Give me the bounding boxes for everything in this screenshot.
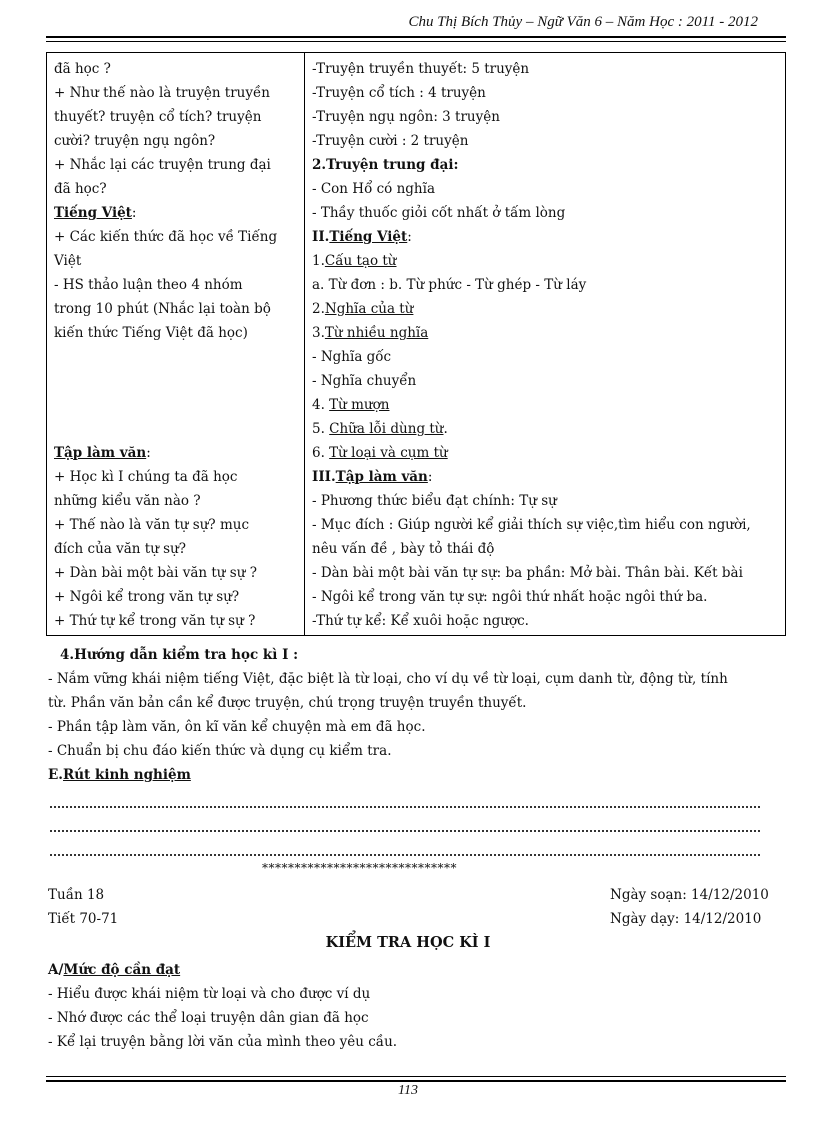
topic-number: 4. [312, 397, 330, 413]
objectives-section [48, 958, 788, 1054]
objective-item: - Hiểu được khái niệm từ loại và cho được ví dụ [48, 986, 371, 1002]
teach-date: Ngày dạy: 14/12/2010 [610, 911, 762, 927]
objectives-title: Mức độ cần đạt [63, 962, 181, 978]
week-label: Tuần 18 [48, 887, 105, 903]
table-line: đã học ? [54, 61, 111, 77]
table-line: đã học? [54, 181, 107, 197]
heading-colon: : [131, 205, 137, 221]
topic-line [312, 297, 779, 321]
topic-line [312, 393, 779, 417]
topic-line [312, 321, 779, 345]
table-line: - Thầy thuốc giỏi cốt nhất ở tấm lòng [312, 205, 566, 221]
dotted-line [50, 820, 760, 832]
topic-title: Cấu tạo từ [324, 253, 397, 269]
period-label: Tiết 70-71 [48, 911, 119, 927]
guide-paragraph: từ. Phần văn bản cần kể được truyện, chú trọng truyện truyền thuyết. [48, 695, 527, 711]
table-line: -Truyện ngụ ngôn: 3 truyện [312, 109, 500, 125]
dotted-line [50, 844, 760, 856]
page-number: 113 [398, 1083, 418, 1098]
table-line: + Như thế nào là truyện truyền [54, 85, 271, 101]
table-line: + Nhắc lại các truyện trung đại [54, 157, 271, 173]
objective-item: - Nhớ được các thể loại truyện dân gian đã học [48, 1010, 369, 1026]
spacer [54, 345, 298, 441]
topic-title: Nghĩa của từ [324, 301, 414, 317]
topic-number: 2. [312, 301, 325, 317]
guide-title: 4.Hướng dẫn kiểm tra học kì I : [60, 647, 299, 663]
table-line: + Học kì I chúng ta đã học [54, 469, 238, 485]
exam-guide-section [48, 643, 788, 787]
table-line: trong 10 phút (Nhắc lại toàn bộ [54, 301, 271, 317]
topic-title: Từ nhiều nghĩa [324, 325, 429, 341]
topic-number: 5. [312, 421, 330, 437]
table-line: nêu vấn đề , bày tỏ thái độ [312, 541, 495, 557]
objective-item: - Kể lại truyện bằng lời văn của mình theo yêu cầu. [48, 1034, 398, 1050]
section-heading-ii [312, 225, 779, 249]
table-line: + Thứ tự kể trong văn tự sự ? [54, 613, 256, 629]
content-column [305, 53, 786, 636]
guide-paragraph: - Phần tập làm văn, ôn kĩ văn kể chuyện mà em đã học. [48, 719, 426, 735]
teacher-activity-column [47, 53, 305, 636]
page-header: Chu Thị Bích Thủy – Ngữ Văn 6 – Năm Học : 2011 - 2012 [408, 14, 758, 30]
table-line: + Ngôi kể trong văn tự sự? [54, 589, 240, 605]
table-line: đích của văn tự sự? [54, 541, 187, 557]
section-heading-tap-lam-van [54, 441, 298, 465]
topic-number: 3. [312, 325, 325, 341]
section-heading-text: Tập làm văn [335, 469, 428, 485]
section-heading-tieng-viet [54, 201, 298, 225]
section-heading-text: Tập làm văn [54, 445, 147, 461]
table-line: thuyết? truyện cổ tích? truyện [54, 109, 262, 125]
section-heading-text: Tiếng Việt [329, 229, 408, 245]
table-line: - Con Hổ có nghĩa [312, 181, 435, 197]
topic-title: Từ mượn [329, 397, 390, 413]
topic-period: . [443, 421, 448, 437]
experience-title: Rút kinh nghiệm [63, 767, 191, 783]
lesson-table [46, 52, 786, 636]
section-heading-iii [312, 465, 779, 489]
topic-line [312, 417, 779, 441]
separator-stars: ****************************** [262, 861, 457, 875]
header-rule [46, 36, 786, 42]
prep-date: Ngày soạn: 14/12/2010 [610, 887, 769, 903]
experience-heading [48, 763, 788, 787]
heading-number: III. [312, 469, 336, 485]
heading-colon: : [407, 229, 412, 245]
table-line: cười? truyện ngụ ngôn? [54, 133, 216, 149]
table-line: a. Từ đơn : b. Từ phức - Từ ghép - Từ láy [312, 277, 587, 293]
table-line: - Ngôi kể trong văn tự sự: ngôi thứ nhất hoặc ngôi thứ ba. [312, 589, 708, 605]
guide-paragraph: - Chuẩn bị chu đáo kiến thức và dụng cụ kiểm tra. [48, 743, 392, 759]
table-line: -Truyện cổ tích : 4 truyện [312, 85, 486, 101]
table-line: + Thế nào là văn tự sự? mục [54, 517, 249, 533]
topic-title: Từ loại và cụm từ [329, 445, 448, 461]
table-line: Việt [54, 253, 82, 269]
section-heading-text: Tiếng Việt [54, 205, 132, 221]
topic-line [312, 441, 779, 465]
table-line: + Các kiến thức đã học về Tiếng [54, 229, 278, 245]
table-line: -Truyện cười : 2 truyện [312, 133, 469, 149]
dotted-line [50, 796, 760, 808]
table-line: - Nghĩa chuyển [312, 373, 417, 389]
topic-line [312, 249, 779, 273]
subheading: 2.Truyện trung đại: [312, 157, 459, 173]
table-line: - Phương thức biểu đạt chính: Tự sự [312, 493, 557, 509]
topic-title: Chữa lỗi dùng từ [329, 421, 444, 437]
footer-rule [46, 1076, 786, 1082]
table-line: + Dàn bài một bài văn tự sự ? [54, 565, 257, 581]
guide-paragraph: - Nắm vững khái niệm tiếng Việt, đặc biệt là từ loại, cho ví dụ về từ loại, cụm danh từ, động từ, tính [48, 671, 728, 687]
table-line: -Truyện truyền thuyết: 5 truyện [312, 61, 530, 77]
experience-prefix: E. [48, 767, 63, 783]
objectives-prefix: A/ [48, 962, 64, 978]
table-line: - Mục đích : Giúp người kể giải thích sự việc,tìm hiểu con người, [312, 517, 751, 533]
topic-number: 1. [312, 253, 325, 269]
table-line: -Thứ tự kể: Kể xuôi hoặc ngược. [312, 613, 529, 629]
heading-number: II. [312, 229, 330, 245]
objectives-heading [48, 958, 788, 982]
exam-title: KIỂM TRA HỌC KÌ I [325, 934, 491, 951]
table-line: - Nghĩa gốc [312, 349, 392, 365]
heading-colon: : [427, 469, 433, 485]
table-line: - HS thảo luận theo 4 nhóm [54, 277, 243, 293]
topic-number: 6. [312, 445, 330, 461]
table-line: những kiểu văn nào ? [54, 493, 201, 509]
table-line: kiến thức Tiếng Việt đã học) [54, 325, 248, 341]
heading-colon: : [146, 445, 151, 461]
table-line: - Dàn bài một bài văn tự sự: ba phần: Mở bài. Thân bài. Kết bài [312, 565, 743, 581]
